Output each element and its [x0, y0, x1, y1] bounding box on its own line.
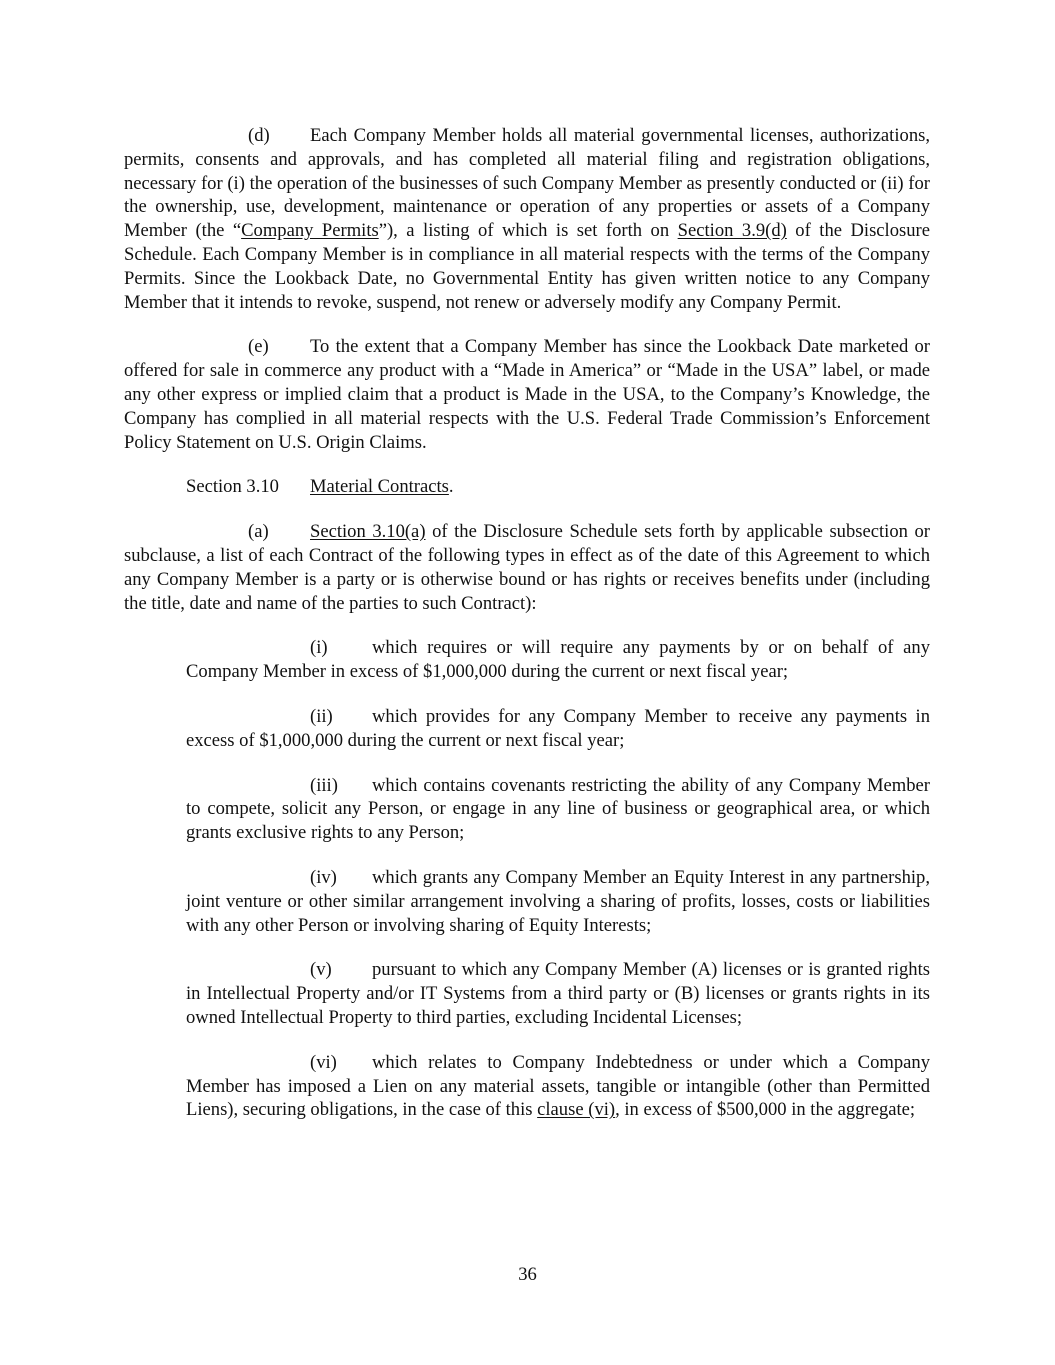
- list-item-iii: [186, 774, 930, 845]
- paragraph-a-label: (a): [248, 521, 269, 543]
- paragraph-d-text-3: of the Disclosure Schedule. Each Company Member is in compliance in all material respects with the terms of the Company Permits. Since the Lookback Date, no Governmental Entity has given written notice to any Company Member that it intends to revoke, suspend, not renew or adversely modify any Company Permit.: [124, 220, 930, 313]
- item-vi-label: (vi): [310, 1051, 337, 1073]
- list-item-v: [186, 958, 930, 1029]
- paragraph-d: [124, 124, 930, 314]
- page-number: 36: [518, 1264, 537, 1285]
- section-title: Material Contracts: [310, 476, 449, 498]
- item-iv-text: which grants any Company Member an Equity Interest in any partnership, joint venture or other similar arrangement involving a sharing of profits, losses, costs or liabilities with any other Person or involving sharing of Equity Interests;: [186, 866, 930, 936]
- list-item-iv: [186, 866, 930, 937]
- item-iv-label: (iv): [310, 866, 337, 888]
- paragraph-e-text: To the extent that a Company Member has since the Lookback Date marketed or offered for sale in commerce any product with a “Made in America” or “Made in the USA” label, or made any other express or implied claim that a product is Made in the USA, to the Company’s Knowledge, the Company has complied in all material respects with the U.S. Federal Trade Commission’s Enforcement Policy Statement on U.S. Origin Claims.: [124, 336, 930, 453]
- item-ii-label: (ii): [310, 705, 333, 727]
- list-item-i: [186, 636, 930, 684]
- section-number: Section 3.10: [186, 476, 279, 498]
- item-v-text: pursuant to which any Company Member (A) licenses or is granted rights in Intellectual Property and/or IT Systems from a third party or (B) licenses or grants rights in its owned Intellectual Property to third parties, excluding Incidental Licenses;: [186, 959, 930, 1028]
- paragraph-d-text-2: ”), a listing of which is set forth on: [378, 220, 678, 242]
- item-iii-label: (iii): [310, 774, 338, 796]
- item-iii-text: which contains covenants restricting the ability of any Company Member to compete, solicit any Person, or engage in any line of business or geographical area, or which grants exclusive rights to any Person;: [186, 774, 930, 844]
- paragraph-d-text-1: Each Company Member holds all material governmental licenses, authorizations, permits, consents and approvals, and has completed all material filing and registration obligations, necessary for (i) the operation of the businesses of such Company Member as presently conducted or (ii) for the ownership, use, development, maintenance or operation of any properties or assets of a Company Member (the “: [124, 125, 930, 242]
- list-item-vi: [186, 1051, 930, 1122]
- section-3-10-a-reference: Section 3.10(a): [310, 521, 426, 543]
- paragraph-a-text: of the Disclosure Schedule sets forth by applicable subsection or subclause, a list of each Contract of the following types in effect as of the date of this Agreement to which any Company Member is a party or is otherwise bound or has rights or receives benefits under (including the title, date and name of the parties to such Contract):: [124, 521, 930, 614]
- clause-vi-reference: clause (vi): [537, 1099, 616, 1121]
- paragraph-e-label: (e): [248, 336, 269, 358]
- item-ii-text: which provides for any Company Member to receive any payments in excess of $1,000,000 during the current or next fiscal year;: [186, 705, 930, 751]
- paragraph-d-label: (d): [248, 125, 270, 146]
- list-item-ii: [186, 705, 930, 753]
- section-3-10-heading: [124, 475, 930, 499]
- item-vi-text-2: , in excess of $500,000 in the aggregate;: [615, 1099, 916, 1121]
- item-i-label: (i): [310, 637, 328, 659]
- document-page: [124, 124, 930, 1143]
- section-3-9-d-reference: Section 3.9(d): [677, 220, 787, 242]
- item-vi-text-1: which relates to Company Indebtedness or under which a Company Member has imposed a Lien on any material assets, tangible or intangible (other than Permitted Liens), securing obligations, in the case of this: [186, 1051, 930, 1121]
- company-permits-defined-term: Company Permits: [241, 220, 379, 242]
- paragraph-e: [124, 335, 930, 454]
- paragraph-a: [124, 520, 930, 615]
- item-i-text: which requires or will require any payments by or on behalf of any Company Member in excess of $1,000,000 during the current or next fiscal year;: [186, 637, 930, 683]
- item-v-label: (v): [310, 959, 332, 981]
- section-title-period: .: [448, 476, 454, 498]
